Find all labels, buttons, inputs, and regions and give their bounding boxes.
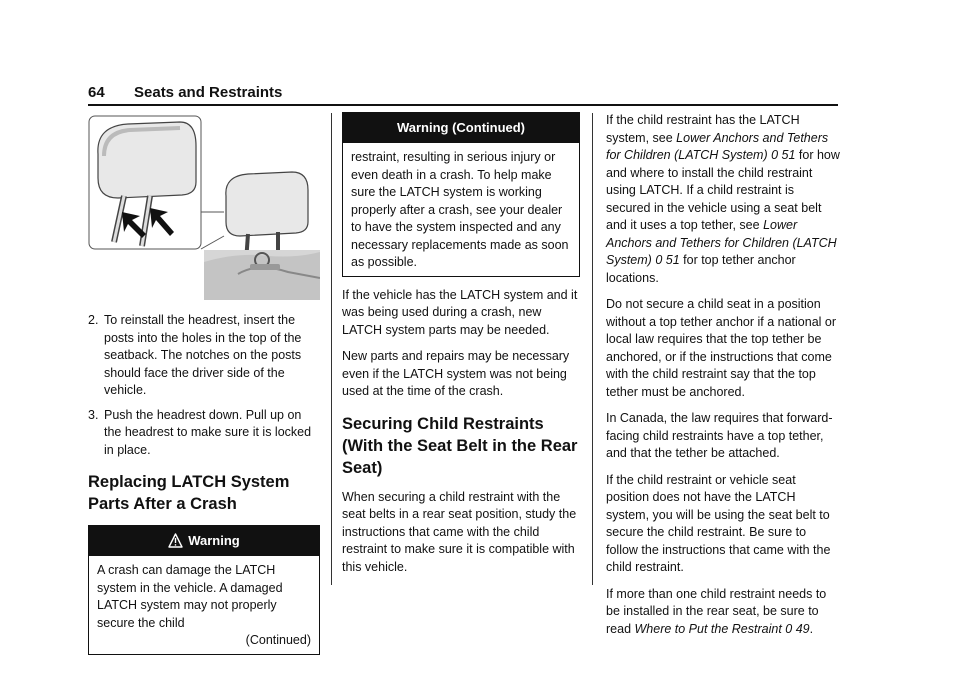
paragraph (606, 586, 840, 639)
warning-body (89, 556, 319, 654)
text-run: If the child restraint has the LATCH system, see (606, 113, 800, 145)
warning-header (89, 526, 319, 556)
headrest-illustration (88, 112, 320, 300)
warning-continued: (Continued) (245, 633, 311, 647)
column-3 (606, 112, 840, 647)
paragraph: If the child restraint or vehicle seat position does not have the LATCH system, you will be using the seat belt to secure the child restraint. Be sure to follow the instructions that came with the child restraint. (606, 472, 831, 574)
text-run: for how and where to install the child restraint using LATCH. If a child restraint is secured in the vehicle using a seat belt and it uses a top tether, see (606, 148, 840, 232)
page-number: 64 (88, 84, 105, 101)
warning-text: A crash can damage the LATCH system in the vehicle. A damaged LATCH system may not properly secure the child (97, 563, 283, 630)
cross-reference-link[interactable]: Lower Anchors and Tethers for Children (LATCH System) (606, 130, 829, 162)
text-run: . (809, 621, 814, 636)
cross-reference-link[interactable]: Where to Put the Restraint (634, 621, 782, 636)
column-2 (342, 112, 580, 585)
warning-box (88, 525, 320, 655)
warning-title: Warning (188, 533, 240, 548)
paragraph: New parts and repairs may be necessary even if the LATCH system was not being used at the time of the crash. (342, 349, 570, 398)
alert-icon (168, 533, 183, 548)
steps-list (88, 312, 320, 459)
paragraph: In Canada, the law requires that forward-facing child restraints have a top tether, and that the tether be attached. (606, 411, 833, 460)
page-header (88, 84, 838, 106)
step-3 (88, 407, 320, 460)
cross-reference-link[interactable]: Lower Anchors and Tethers for Children (LATCH System) (606, 218, 837, 267)
warning-header: Warning (Continued) (343, 113, 579, 143)
warning-box-continued (342, 112, 580, 277)
section-heading-latch-replace: Replacing LATCH System Parts After a Crash (88, 473, 290, 513)
step-2 (88, 312, 320, 400)
page-reference[interactable]: 0 49 (785, 621, 810, 636)
header-rule (88, 104, 838, 106)
headrest-figure (88, 112, 320, 300)
page-reference[interactable]: 0 51 (655, 253, 680, 267)
text-run: If more than one child restraint needs to be installed in the rear seat, be sure to read (606, 586, 827, 636)
paragraph (606, 112, 840, 287)
column-divider-1 (331, 113, 332, 585)
column-1 (88, 112, 320, 665)
text-run: for top tether anchor locations. (606, 253, 796, 285)
warning-body (343, 143, 579, 276)
section-title: Seats and Restraints (134, 84, 283, 101)
warning-text: restraint, resulting in serious injury or even death in a crash. To help make sure the LATCH system is working properly after a crash, see your dealer to have the system inspected and any necessary replacements made as soon as possible. (351, 150, 569, 269)
column-divider-2 (592, 113, 593, 585)
step-number: 2. (88, 313, 99, 327)
page-reference[interactable]: 0 51 (771, 148, 796, 162)
step-text: To reinstall the headrest, insert the posts into the holes in the top of the seatback. The notches on the posts should face the driver side of the vehicle. (104, 313, 302, 397)
step-number: 3. (88, 407, 99, 422)
paragraph: When securing a child restraint with the seat belts in a rear seat position, study the instructions that came with the child restraint to make sure it is compatible with this vehicle. (342, 489, 577, 574)
paragraph: Do not secure a child seat in a position without a top tether anchor if a national or local law requires that the top tether be anchored, or if the instructions that come with the child restraint say that the top tether must be anchored. (606, 297, 837, 399)
step-text: Push the headrest down. Pull up on the headrest to make sure it is locked in place. (104, 407, 312, 457)
section-heading-securing: Securing Child Restraints (With the Seat Belt in the Rear Seat) (342, 414, 578, 477)
paragraph: If the vehicle has the LATCH system and it was being used during a crash, new LATCH system parts may be needed. (342, 287, 578, 337)
